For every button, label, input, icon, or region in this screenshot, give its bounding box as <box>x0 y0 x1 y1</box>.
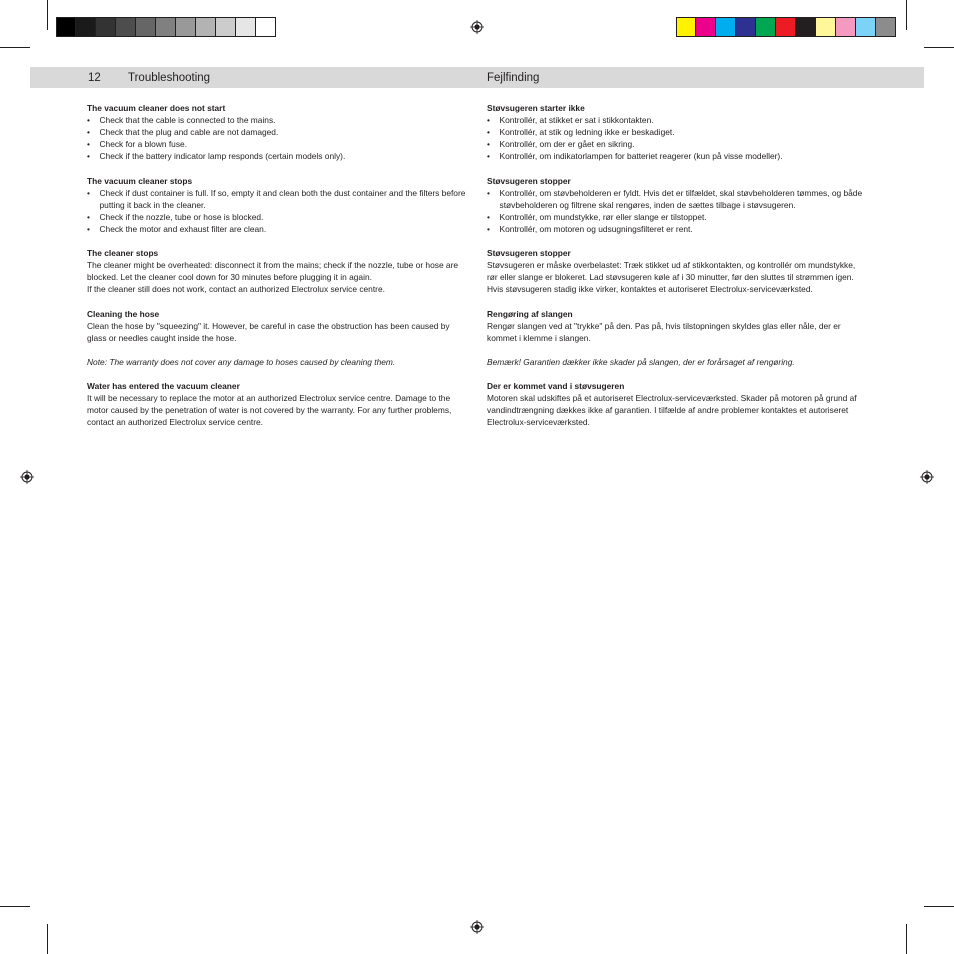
paragraph: Rengør slangen ved at "trykke" på den. Pas på, hvis tilstopningen skyldes glas eller nåle, der er kommet i klemme i slangen. <box>487 320 841 343</box>
list-item: • Kontrollér, at stik og ledning ikke er beskadiget. <box>487 126 867 138</box>
section-title: The cleaner stops <box>87 248 159 259</box>
crop-mark <box>906 924 907 954</box>
section-title: Der er kommet vand i støvsugeren <box>487 381 625 392</box>
paragraph: Støvsugeren er måske overbelastet: Træk stikket ud af stikkontakten, og kontrollér om mundstykke, rør eller slange er blokeret. Lad støvsugeren køle af i 30 minutter, før den sluttes til strømmen igen. <box>487 260 856 283</box>
crop-mark <box>924 47 954 48</box>
list-item: • Check for a blown fuse. <box>87 138 467 150</box>
paragraph: The cleaner might be overheated: disconnect it from the mains; check if the nozzle, tube or hose are blocked. Let the cleaner cool down for 30 minutes before plugging it in again. <box>87 260 459 283</box>
crop-mark <box>47 0 48 30</box>
section-overheated <box>487 247 867 295</box>
color-swatch <box>716 17 736 37</box>
list-item: • Check that the cable is connected to the mains. <box>87 114 467 126</box>
section-title: Water has entered the vacuum cleaner <box>87 381 240 392</box>
paragraph: Clean the hose by "squeezing" it. However, be careful in case the obstruction has been caused by glass or needles caught inside the hose. <box>87 320 450 343</box>
section-title: The vacuum cleaner does not start <box>87 103 226 113</box>
crop-mark <box>924 906 954 907</box>
color-swatch <box>136 17 156 37</box>
color-swatch <box>676 17 696 37</box>
crop-mark <box>906 0 907 30</box>
section-title: Støvsugeren stopper <box>487 175 571 186</box>
section-water-entered <box>487 380 867 428</box>
crop-mark <box>0 47 30 48</box>
color-swatch <box>736 17 756 37</box>
section-title: The vacuum cleaner stops <box>87 175 193 186</box>
page-number: 12 <box>88 72 101 84</box>
color-swatch <box>116 17 136 37</box>
warranty-note: Note: The warranty does not cover any damage to hoses caused by cleaning them. <box>87 356 396 367</box>
color-swatch <box>776 17 796 37</box>
crosshair-registration-icon <box>470 20 484 34</box>
color-swatch <box>76 17 96 37</box>
list-item: • Check that the plug and cable are not damaged. <box>87 126 467 138</box>
section-cleaner-stops <box>87 175 467 235</box>
list-item: • Check if dust container is full. If so, empty it and clean both the dust container and the filters before putting it back in the cleaner. <box>87 187 467 211</box>
color-swatch <box>196 17 216 37</box>
paragraph: Motoren skal udskiftes på et autoriseret Electrolux-serviceværksted. Skader på motoren på grund af vandindtrængning dækkes ikke af garantien. I tilfælde af andre problemer kontaktes et autoriseret Electrolux-serviceværksted. <box>487 393 857 428</box>
crosshair-registration-icon <box>470 920 484 934</box>
color-swatch <box>216 17 236 37</box>
color-swatch <box>696 17 716 37</box>
crosshair-registration-icon <box>20 470 34 484</box>
list-item: • Check if the battery indicator lamp responds (certain models only). <box>87 150 467 162</box>
list-item: • Kontrollér, om motoren og udsugningsfilteret er rent. <box>487 223 867 235</box>
paragraph: It will be necessary to replace the motor at an authorized Electrolux service centre. Damage to the motor caused by the penetration of water is not covered by the warranty. For any further problems, contact an authorized Electrolux service centre. <box>87 393 452 428</box>
danish-column <box>487 102 867 441</box>
section-does-not-start <box>487 102 867 162</box>
color-swatch <box>836 17 856 37</box>
color-swatch <box>856 17 876 37</box>
list-item: • Kontrollér, om mundstykke, rør eller slange er tilstoppet. <box>487 211 867 223</box>
list-item: • Check if the nozzle, tube or hose is blocked. <box>87 211 467 223</box>
color-swatch <box>156 17 176 37</box>
color-swatch <box>176 17 196 37</box>
list-item: • Kontrollér, at stikket er sat i stikkontakten. <box>487 114 867 126</box>
color-swatch <box>756 17 776 37</box>
process-color-bar <box>676 17 896 37</box>
english-column <box>87 102 467 441</box>
section-cleaner-stops <box>487 175 867 235</box>
color-swatch <box>876 17 896 37</box>
grayscale-color-bar <box>56 17 276 37</box>
section-water-entered <box>87 380 467 428</box>
color-swatch <box>256 17 276 37</box>
section-title: Støvsugeren stopper <box>487 248 571 259</box>
crop-mark <box>0 906 30 907</box>
color-swatch <box>816 17 836 37</box>
color-swatch <box>56 17 76 37</box>
list-item: • Check the motor and exhaust filter are clean. <box>87 223 467 235</box>
section-cleaning-hose <box>87 308 467 344</box>
list-item: • Kontrollér, om indikatorlampen for batteriet reagerer (kun på visse modeller). <box>487 150 867 162</box>
list-item: • Kontrollér, om der er gået en sikring. <box>487 138 867 150</box>
list-item: • Kontrollér, om støvbeholderen er fyldt. Hvis det er tilfældet, skal støvbeholderen tømmes, og både støvbeholderen og filtrene skal rengøres, inden de sættes tilbage i støvsugeren. <box>487 187 867 211</box>
section-title: Rengøring af slangen <box>487 308 573 319</box>
warranty-note: Bemærk! Garantien dækker ikke skader på slangen, der er forårsaget af rengøring. <box>487 356 795 367</box>
color-swatch <box>96 17 116 37</box>
section-cleaning-hose <box>487 308 867 344</box>
crop-mark <box>47 924 48 954</box>
section-title: Cleaning the hose <box>87 308 160 319</box>
section-does-not-start <box>87 102 467 162</box>
paragraph: Hvis støvsugeren stadig ikke virker, kontaktes et autoriseret Electrolux-serviceværksted. <box>487 284 813 295</box>
paragraph: If the cleaner still does not work, contact an authorized Electrolux service centre. <box>87 284 385 295</box>
page-title-danish: Fejlfinding <box>487 72 540 84</box>
crosshair-registration-icon <box>920 470 934 484</box>
section-overheated <box>87 247 467 295</box>
color-swatch <box>236 17 256 37</box>
section-title: Støvsugeren starter ikke <box>487 103 585 113</box>
page-title-english: Troubleshooting <box>128 72 211 84</box>
color-swatch <box>796 17 816 37</box>
